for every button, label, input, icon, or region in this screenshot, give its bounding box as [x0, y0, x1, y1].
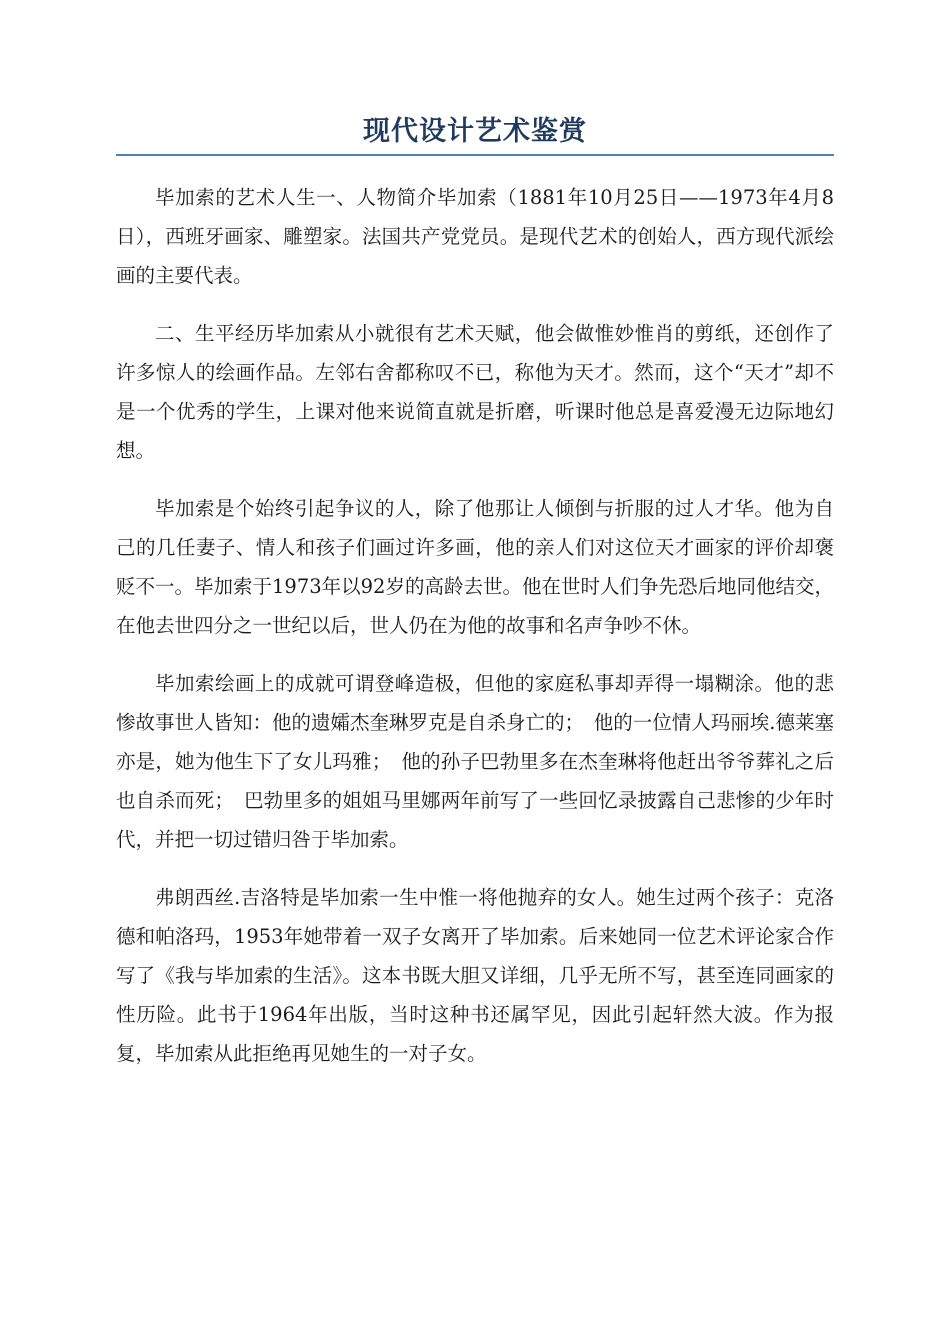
paragraph-intro: 毕加索的艺术人生一、人物简介毕加索（1881年10月25日——1973年4月8日），西班牙画家、雕塑家。法国共产党党员。是现代艺术的创始人，西方现代派绘画的主要代表。 — [116, 186, 834, 287]
paragraph-biography: 二、生平经历毕加索从小就很有艺术天赋，他会做惟妙惟肖的剪纸，还创作了许多惊人的绘画作品。左邻右舍都称叹不已，称他为天才。然而，这个“天才”却不是一个优秀的学生，上课对他来说简直就是折磨，听课时他总是喜爱漫无边际地幻想。 — [116, 322, 834, 462]
document-title: 现代设计艺术鉴赏 — [363, 116, 587, 147]
paragraph-family: 毕加索绘画上的成就可谓登峰造极，但他的家庭私事却弄得一塌糊涂。他的悲惨故事世人皆知：他的遗孀杰奎琳罗克是自杀身亡的； 他的一位情人玛丽埃.德莱塞亦是，她为他生下了女儿玛雅； 他的孙子巴勃里多在杰奎琳将他赶出爷爷葬礼之后也自杀而死； 巴勃里多的姐姐马里娜两年前写了一些回忆录披露自己悲惨的少年时代，并把一切过错归咎于毕加索。 — [116, 672, 834, 851]
document-page — [116, 112, 834, 1092]
paragraph-gilot: 弗朗西丝.吉洛特是毕加索一生中惟一将他抛弃的女人。她生过两个孩子：克洛德和帕洛玛，1953年她带着一双子女离开了毕加索。后来她同一位艺术评论家合作写了《我与毕加索的生活》。这本书既大胆又详细，几乎无所不写，甚至连同画家的性历险。此书于1964年出版，当时这种书还属罕见，因此引起轩然大波。作为报复，毕加索从此拒绝再见她生的一对子女。 — [116, 886, 834, 1065]
paragraph-controversy: 毕加索是个始终引起争议的人，除了他那让人倾倒与折服的过人才华。他为自己的几任妻子、情人和孩子们画过许多画，他的亲人们对这位天才画家的评价却褒贬不一。毕加索于1973年以92岁的高龄去世。他在世时人们争先恐后地同他结交，在他去世四分之一世纪以后，世人仍在为他的故事和名声争吵不休。 — [116, 497, 834, 637]
title-underline — [116, 154, 834, 156]
